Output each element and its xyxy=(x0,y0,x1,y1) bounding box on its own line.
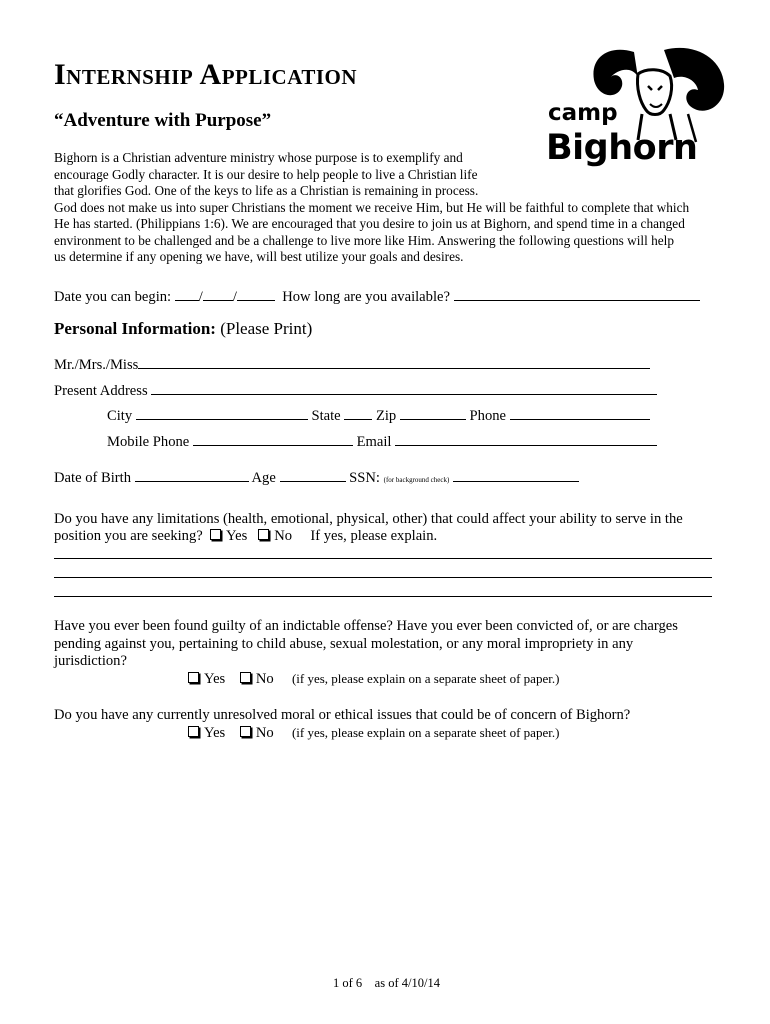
q2-yes-label: Yes xyxy=(204,671,226,687)
logo-camp-text: camp xyxy=(548,100,618,126)
intro-line: environment to be challenged and be a challenge to live more like Him. Answering the following questions will help xyxy=(54,232,674,248)
email-field[interactable] xyxy=(395,431,657,446)
page-number: 1 of 6 xyxy=(333,976,363,990)
q3-yes-checkbox[interactable] xyxy=(188,726,199,737)
how-long-label: How long are you available? xyxy=(282,289,450,305)
phone-field[interactable] xyxy=(510,405,650,420)
how-long-field[interactable] xyxy=(454,286,700,301)
q2-line2: pending against you, pertaining to child abuse, sexual molestation, or any moral impropriety in any xyxy=(54,636,634,652)
zip-field[interactable] xyxy=(400,405,466,420)
date-separator: / xyxy=(198,289,203,305)
q1-answer-line[interactable] xyxy=(54,577,712,578)
dob-row xyxy=(54,467,579,487)
mobile-label: Mobile Phone xyxy=(107,434,190,450)
personal-info-heading xyxy=(54,319,312,339)
zip-label: Zip xyxy=(375,408,397,424)
intro-line: us determine if any opening we have, will best utilize your goals and desires. xyxy=(54,249,464,264)
mobile-field[interactable] xyxy=(193,431,353,446)
ssn-note: (for background check) xyxy=(383,476,450,484)
begin-month-field[interactable] xyxy=(175,286,199,301)
q1-yes-label: Yes xyxy=(226,528,248,544)
logo-bighorn-text: Bighorn xyxy=(546,128,698,168)
ssn-label: SSN: xyxy=(349,470,380,486)
q2-yes-checkbox[interactable] xyxy=(188,672,199,683)
q2-no-checkbox[interactable] xyxy=(240,672,251,683)
q2-no-label: No xyxy=(255,671,274,687)
intro-line: that glorifies God. One of the keys to life as a Christian is remaining in process. xyxy=(54,183,479,198)
address-field[interactable] xyxy=(151,380,657,395)
ssn-field[interactable] xyxy=(453,467,579,482)
q2-note: (if yes, please explain on a separate sheet of paper.) xyxy=(291,671,560,686)
email-label: Email xyxy=(356,434,392,450)
page-footer xyxy=(333,976,440,991)
intro-line: God does not make us into super Christians the moment we receive Him, but He will be faithful to complete that which xyxy=(54,199,690,215)
state-field[interactable] xyxy=(344,405,372,420)
personal-info-note: (Please Print) xyxy=(220,319,313,338)
q1-no-label: No xyxy=(274,528,293,544)
q1-answer-line[interactable] xyxy=(54,596,712,597)
q1-answer-line[interactable] xyxy=(54,558,712,559)
page-title: Internship Application xyxy=(54,58,357,91)
q1-line1: Do you have any limitations (health, emotional, physical, other) that could affect your ability to serve in the xyxy=(54,511,683,527)
page-subtitle: “Adventure with Purpose” xyxy=(54,110,272,131)
phone-label: Phone xyxy=(469,408,507,424)
name-field[interactable] xyxy=(138,354,650,369)
mobile-row xyxy=(107,431,657,451)
q2-line1: Have you ever been found guilty of an indictable offense? Have you ever been convicted of, or are charges xyxy=(54,618,678,634)
q1-line2-row xyxy=(54,528,437,545)
revision-date: as of 4/10/14 xyxy=(374,976,440,990)
dob-label: Date of Birth xyxy=(54,470,132,486)
city-field[interactable] xyxy=(136,405,308,420)
personal-info-title: Personal Information: xyxy=(54,319,216,338)
city-row xyxy=(107,405,650,425)
age-field[interactable] xyxy=(280,467,346,482)
date-separator: / xyxy=(232,289,237,305)
name-row xyxy=(54,354,650,374)
q1-no-checkbox[interactable] xyxy=(258,529,269,540)
intro-line: Bighorn is a Christian adventure ministry whose purpose is to exemplify and xyxy=(54,150,463,165)
q3-answer-row xyxy=(188,725,559,742)
availability-row xyxy=(54,286,700,306)
begin-year-field[interactable] xyxy=(237,286,275,301)
state-label: State xyxy=(311,408,341,424)
q3-yes-label: Yes xyxy=(204,725,226,741)
q3-no-checkbox[interactable] xyxy=(240,726,251,737)
intro-line: encourage Godly character. It is our desire to help people to live a Christian life xyxy=(54,166,478,182)
address-row xyxy=(54,380,657,400)
q3-note: (if yes, please explain on a separate sheet of paper.) xyxy=(291,725,560,740)
q1-line2: position you are seeking? xyxy=(54,528,203,544)
q3-line1: Do you have any currently unresolved moral or ethical issues that could be of concern of Bighorn? xyxy=(54,707,631,723)
q3-no-label: No xyxy=(255,725,274,741)
begin-date-label: Date you can begin: xyxy=(54,289,172,305)
q2-line3: jurisdiction? xyxy=(54,653,127,669)
city-label: City xyxy=(107,408,133,424)
q1-explain-label: If yes, please explain. xyxy=(310,528,438,544)
intro-line: He has started. (Philippians 1:6). We are encouraged that you desire to join us at Bighorn, and spend time in a changed xyxy=(54,216,685,231)
name-label: Mr./Mrs./Miss xyxy=(54,357,139,373)
begin-day-field[interactable] xyxy=(203,286,233,301)
q2-answer-row xyxy=(188,671,559,688)
address-label: Present Address xyxy=(54,383,148,399)
q1-yes-checkbox[interactable] xyxy=(210,529,221,540)
dob-field[interactable] xyxy=(135,467,249,482)
age-label: Age xyxy=(251,470,276,486)
